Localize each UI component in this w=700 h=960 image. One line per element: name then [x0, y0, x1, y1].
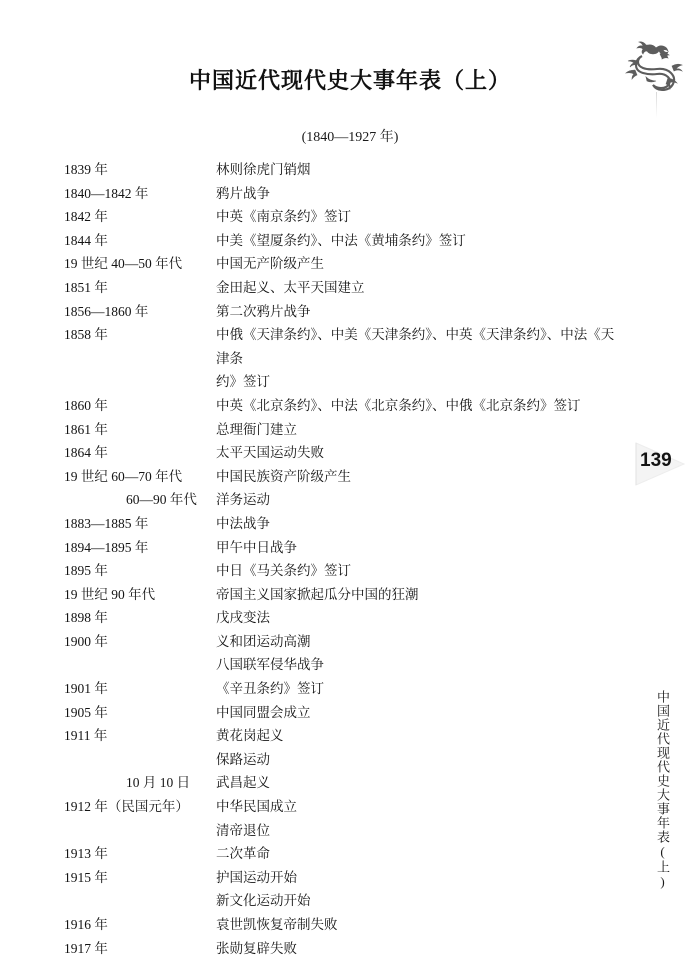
row-date: 1858 年 [64, 327, 108, 343]
row-date: 1856—1860 年 [64, 303, 149, 319]
table-row [64, 512, 624, 536]
row-event-line: 袁世凯恢复帝制失败 [216, 917, 338, 932]
row-event [216, 937, 624, 960]
table-row [64, 300, 624, 324]
row-event [216, 252, 624, 276]
row-event-line: 中法战争 [216, 515, 270, 531]
table-row [64, 701, 624, 725]
row-event-line: 洋务运动 [216, 492, 270, 508]
row-date: 1917 年 [64, 940, 108, 956]
table-row [64, 488, 624, 512]
row-date: 1883—1885 年 [64, 515, 149, 531]
table-row [64, 771, 624, 795]
row-event-line: 新文化运动开始 [216, 893, 311, 909]
row-event-line: 中国同盟会成立 [216, 704, 311, 720]
row-date: 1901 年 [64, 681, 108, 697]
chronology-table [64, 158, 624, 960]
row-event-line: 《辛丑条约》签订 [216, 681, 324, 697]
table-row [64, 182, 624, 206]
row-event [216, 536, 624, 560]
row-event-line: 总理衙门建立 [216, 421, 297, 437]
table-row [64, 937, 624, 960]
row-event-line: 中国无产阶级产生 [216, 256, 324, 272]
row-event [216, 182, 624, 206]
row-event [216, 677, 624, 701]
row-date: 19 世纪 60—70 年代 [64, 468, 183, 484]
table-row [64, 276, 624, 300]
row-event-line: 甲午中日战争 [216, 539, 297, 555]
row-date: 1840—1842 年 [64, 185, 149, 201]
row-event [216, 323, 624, 394]
row-event-line: 中英《南京条约》签订 [216, 209, 351, 225]
table-row [64, 677, 624, 701]
ornament-rule [656, 92, 657, 118]
page-number-badge [628, 441, 690, 487]
table-row [64, 913, 624, 937]
row-date: 19 世纪 40—50 年代 [64, 256, 183, 272]
row-event [216, 913, 624, 937]
table-row [64, 229, 624, 253]
row-event [216, 394, 624, 418]
row-event [216, 630, 624, 677]
row-event [216, 606, 624, 630]
table-row [64, 630, 624, 677]
table-row [64, 205, 624, 229]
row-event [216, 229, 624, 253]
page-number: 139 [640, 450, 672, 471]
row-date: 1844 年 [64, 232, 108, 248]
table-row [64, 536, 624, 560]
row-event [216, 158, 624, 182]
row-date: 1860 年 [64, 397, 108, 413]
table-row [64, 252, 624, 276]
row-event-line: 林则徐虎门销烟 [216, 162, 311, 177]
page-title: 中国近代现代史大事年表（上） [188, 68, 511, 93]
table-row [64, 394, 624, 418]
row-event-line: 中国民族资产阶级产生 [216, 468, 351, 484]
row-date: 1894—1895 年 [64, 539, 149, 555]
row-date: 1912 年（民国元年） [64, 799, 189, 815]
row-date: 60—90 年代 [126, 492, 197, 508]
row-event [216, 205, 624, 229]
row-event-line: 二次革命 [216, 846, 270, 862]
row-event-line: 鸦片战争 [216, 185, 270, 201]
row-date: 1900 年 [64, 633, 108, 649]
row-event-line: 中俄《天津条约》、中美《天津条约》、中英《天津条约》、中法《天津条 [216, 327, 615, 366]
table-row [64, 559, 624, 583]
table-row [64, 724, 624, 771]
running-head: 中国近代现代史大事年表(上) [655, 690, 670, 890]
row-event-line: 张勋复辟失败 [216, 940, 297, 956]
row-event-line: 第二次鸦片战争 [216, 303, 311, 319]
row-event-line: 太平天国运动失败 [216, 445, 324, 461]
row-date: 1861 年 [64, 421, 108, 437]
table-row [64, 441, 624, 465]
page-subtitle: (1840—1927 年) [301, 130, 399, 145]
row-event [216, 771, 624, 795]
row-event-line: 护国运动开始 [216, 869, 297, 885]
row-date: 10 月 10 日 [126, 775, 191, 791]
table-row [64, 842, 624, 866]
row-event-line: 戊戌变法 [216, 610, 270, 626]
row-date: 1839 年 [64, 162, 108, 177]
row-event-line: 黄花岗起义 [216, 728, 284, 744]
row-event-line: 武昌起义 [216, 775, 270, 791]
row-event [216, 583, 624, 607]
row-event-line: 八国联军侵华战争 [216, 657, 324, 673]
row-event-line: 中英《北京条约》、中法《北京条约》、中俄《北京条约》签订 [216, 397, 581, 413]
row-event [216, 276, 624, 300]
row-event [216, 441, 624, 465]
row-event [216, 300, 624, 324]
row-date: 1864 年 [64, 445, 108, 461]
row-event [216, 842, 624, 866]
row-event-line: 保路运动 [216, 751, 270, 767]
row-event-line: 清帝退位 [216, 822, 270, 838]
row-event [216, 465, 624, 489]
row-event [216, 559, 624, 583]
row-event [216, 701, 624, 725]
row-date: 1842 年 [64, 209, 108, 225]
row-date: 1905 年 [64, 704, 108, 720]
row-date: 1913 年 [64, 846, 108, 862]
row-event-line: 中日《马关条约》签订 [216, 563, 351, 579]
table-row [64, 583, 624, 607]
row-event [216, 724, 624, 771]
row-event-line: 中美《望厦条约》、中法《黄埔条约》签订 [216, 232, 466, 248]
row-event [216, 795, 624, 842]
table-row [64, 866, 624, 913]
row-event-line: 义和团运动高潮 [216, 633, 311, 649]
table-row [64, 418, 624, 442]
row-event [216, 866, 624, 913]
table-row [64, 158, 624, 182]
row-date: 1851 年 [64, 279, 108, 295]
row-event-line: 约》签订 [216, 374, 270, 390]
row-date: 1915 年 [64, 869, 108, 885]
row-event [216, 512, 624, 536]
table-row [64, 606, 624, 630]
row-date: 1895 年 [64, 563, 108, 579]
row-event [216, 418, 624, 442]
row-date: 1916 年 [64, 917, 108, 932]
row-event [216, 488, 624, 512]
table-row [64, 323, 624, 394]
row-date: 1911 年 [64, 728, 108, 744]
row-event-line: 中华民国成立 [216, 799, 297, 815]
row-event-line: 金田起义、太平天国建立 [216, 279, 365, 295]
row-date: 19 世纪 90 年代 [64, 586, 156, 602]
row-date: 1898 年 [64, 610, 108, 626]
table-row [64, 465, 624, 489]
row-event-line: 帝国主义国家掀起瓜分中国的狂潮 [216, 586, 419, 602]
table-row [64, 795, 624, 842]
